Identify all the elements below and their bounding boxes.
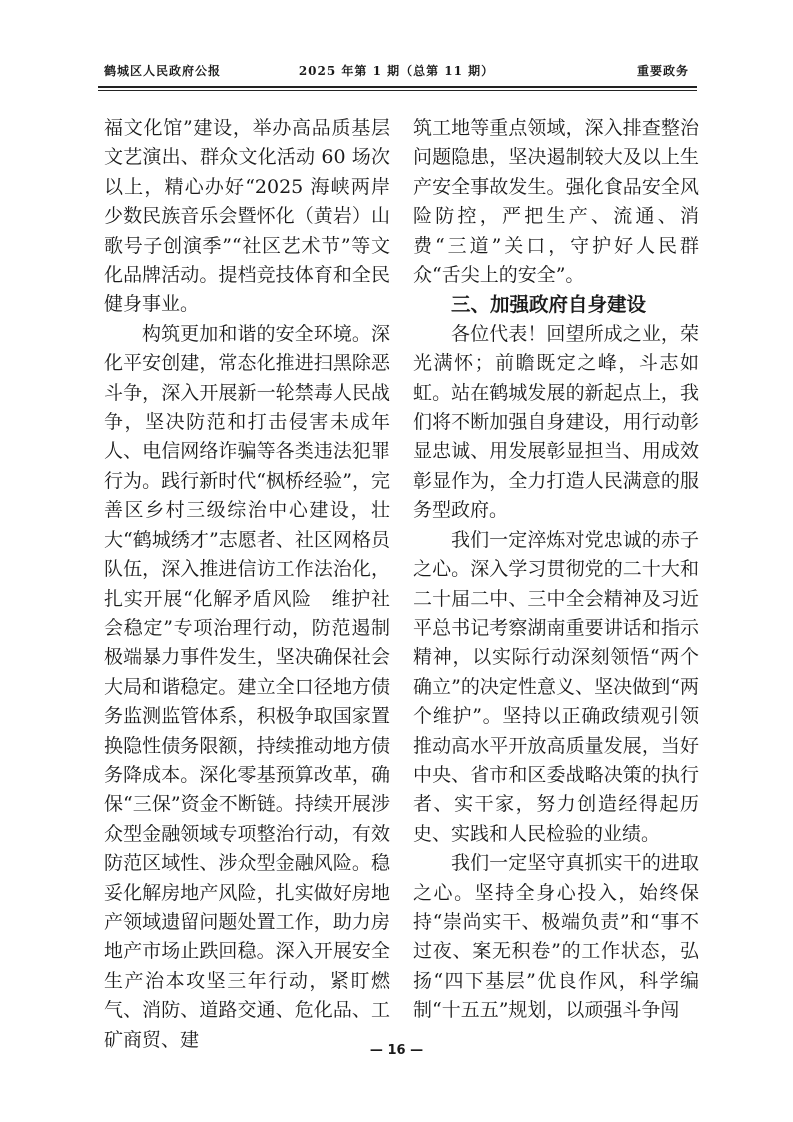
right-column — [413, 114, 699, 1026]
publication-name: 鹤城区人民政府公报 — [104, 64, 222, 78]
issue-number: 2025 年第 1 期（总第 11 期） — [298, 64, 495, 78]
paragraph-safety-environment: 构筑更加和谐的安全环境。深化平安创建，常态化推进扫黑除恶斗争，深入开展新一轮禁毒人民战争，坚决防范和打击侵害未成年人、电信网络诈骗等各类违法犯罪行为。践行新时代“枫桥经验”，完善区乡村三级综治中心建设，壮大“鹤城绣才”志愿者、社区网格员队伍，深入推进信访工作法治化，扎实开展“化解矛盾风险 维护社会稳定”专项治理行动，防范遏制极端暴力事件发生，坚决确保社会大局和谐稳定。建立全口径地方债务监测监管体系，积极争取国家置换隐性债务限额，持续推动地方债务降成本。深化零基预算改革，确保“三保”资金不断链。持续开展涉众型金融领域专项整治行动，有效防范区域性、涉众型金融风险。稳妥化解房地产风险，扎实做好房地产领域遗留问题处置工作，助力房地产市场止跌回稳。深入开展安全生产治本攻坚三年行动，紧盯燃气、消防、道路交通、危化品、工矿商贸、建 — [104, 322, 390, 1051]
paragraph-safety-continued: 筑工地等重点领域，深入排查整治问题隐患，坚决遏制较大及以上生产安全事故发生。强化食品安全风险防控，严把生产、流通、消费“三道”关口，守护好人民群众“舌尖上的安全”。 — [413, 117, 699, 287]
header-rule-thin — [98, 90, 697, 91]
paragraph-representatives: 各位代表！回望所成之业，荣光满怀；前瞻既定之峰，斗志如虹。站在鹤城发展的新起点上，我们将不断加强自身建设，用行动彰显忠诚、用发展彰显担当、用成效彰显作为，全力打造人民满意的服务型政府。 — [413, 322, 699, 522]
page-number: — 16 — — [369, 1043, 424, 1058]
section-heading: 三、加强政府自身建设 — [451, 293, 647, 317]
header-rule-thick — [98, 86, 697, 88]
page-header — [104, 62, 689, 82]
paragraph-hard-work: 我们一定坚守真抓实干的进取之心。坚持全身心投入，始终保持“崇尚实干、极端负责”和“事不过夜、案无积卷”的工作状态，弘扬“四下基层”优良作风，科学编制“十五五”规划，以顽强斗争闯 — [413, 852, 699, 1022]
left-column — [104, 114, 390, 1055]
paragraph-culture-continued: 福文化馆”建设，举办高品质基层文艺演出、群众文化活动 60 场次以上，精心办好“2025 海峡两岸少数民族音乐会暨怀化（黄岩）山歌号子创演季”“社区艺术节”等文化品牌活动。提档竞技体育和全民健身事业。 — [104, 117, 390, 316]
paragraph-loyalty: 我们一定淬炼对党忠诚的赤子之心。深入学习贯彻党的二十大和二十届二中、三中全会精神及习近平总书记考察湖南重要讲话和指示精神，以实际行动深刻领悟“两个确立”的决定性意义、坚决做到“两个维护”。坚持以正确政绩观引领推动高水平开放高质量发展，当好中央、省市和区委战略决策的执行者、实干家，努力创造经得起历史、实践和人民检验的业绩。 — [413, 528, 699, 845]
section-name: 重要政务 — [636, 64, 689, 78]
